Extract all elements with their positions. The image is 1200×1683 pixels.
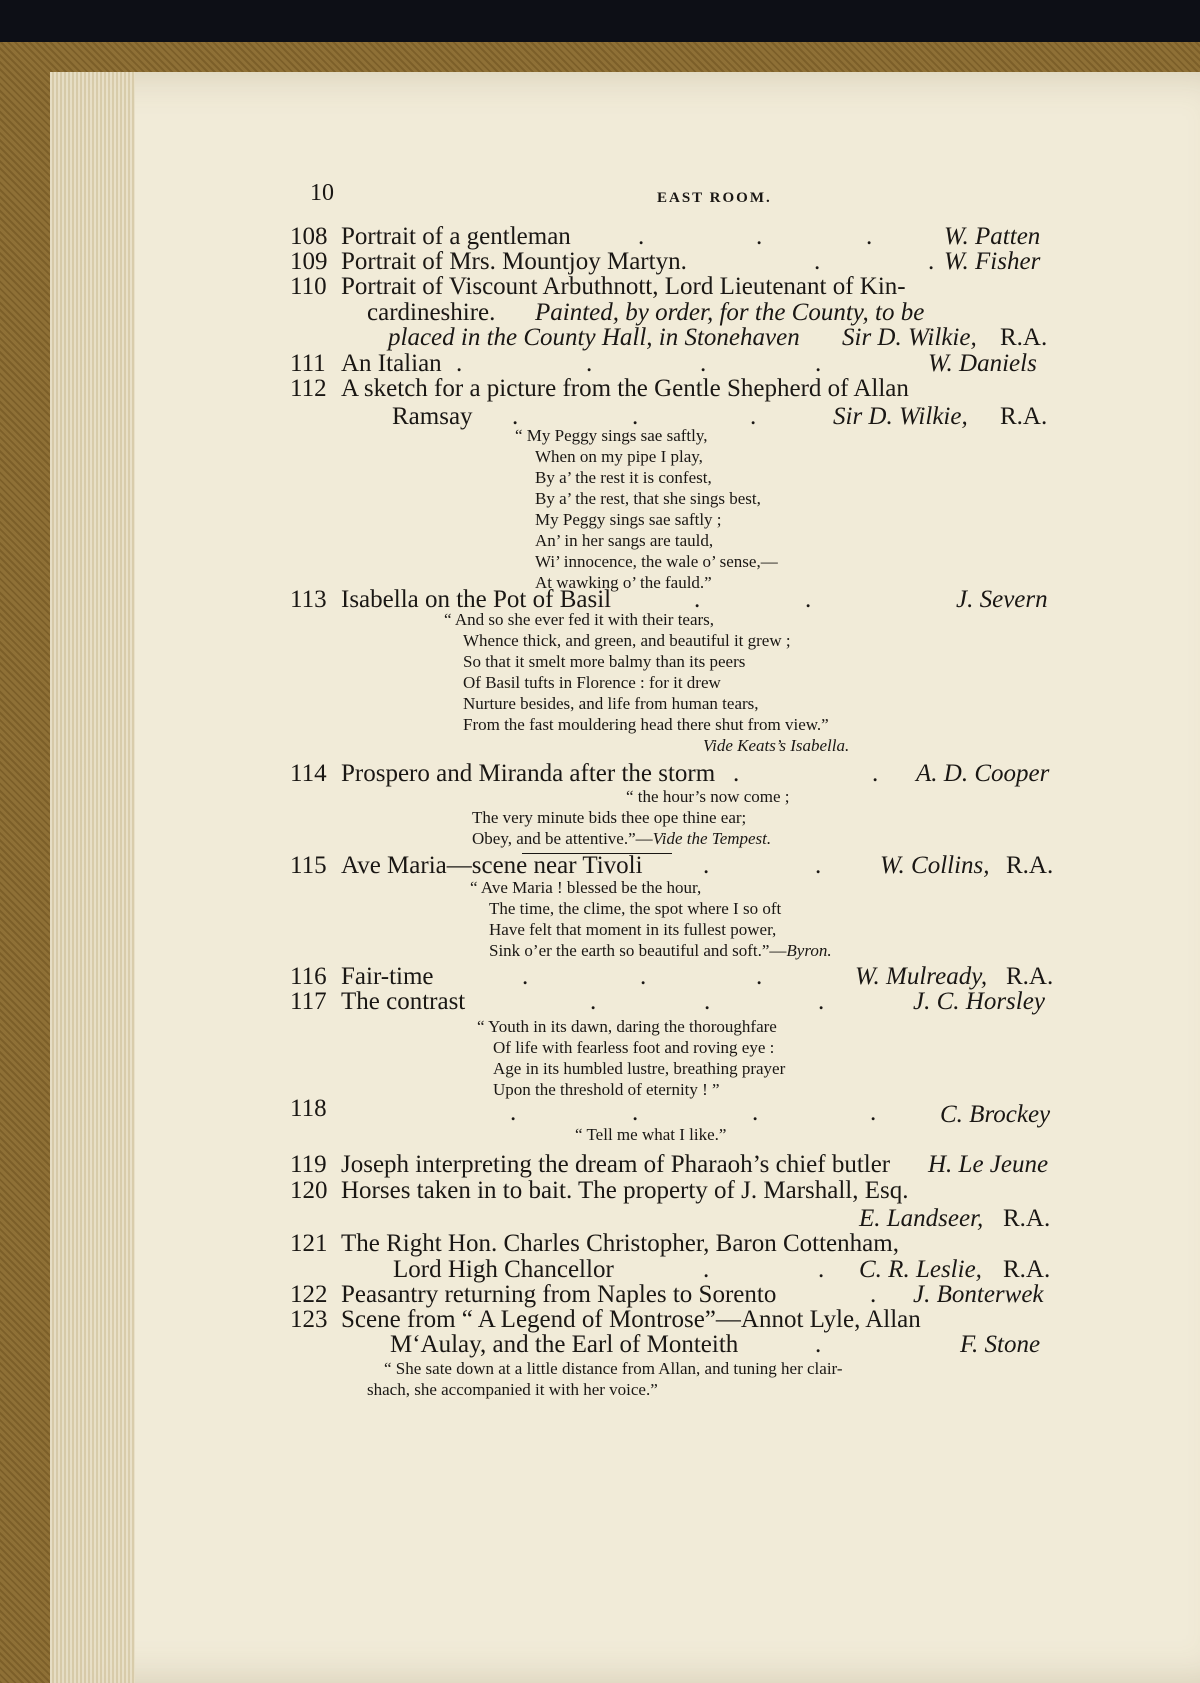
page-number: 10 (310, 180, 334, 206)
entry-artist: W. Collins, (880, 852, 990, 879)
entry-continuation: M‘Aulay, and the Earl of Monteith . F. Stone (390, 1331, 1041, 1358)
catalogue-entry: 116 Fair-time . . . W. Mulready, R.A. (290, 963, 1054, 990)
entry-title: Joseph interpreting the dream of Pharaoh’s chief butler (341, 1151, 891, 1178)
catalogue-entry: 122 Peasantry returning from Naples to Sorento . J. Bonterwek (290, 1281, 1044, 1308)
quote-line: shach, she accompanied it with her voice.” (367, 1380, 658, 1399)
quote-line: “ She sate down at a little distance from Allan, and tuning her clair- (384, 1359, 843, 1378)
entry-continuation: Ramsay . . . Sir D. Wilkie, R.A. (392, 403, 1048, 430)
quote-line: From the fast mouldering head there shut from view.” (463, 715, 829, 734)
entry-number: 119 (290, 1151, 327, 1178)
quote-line: “ Ave Maria ! blessed be the hour, (470, 878, 702, 897)
entry-artist: C. R. Leslie, (859, 1256, 982, 1283)
quote-line: Whence thick, and green, and beautiful it grew ; (463, 631, 791, 650)
entry-artist: H. Le Jeune (928, 1151, 1049, 1178)
entry-title: Portrait of Mrs. Mountjoy Martyn. (341, 248, 687, 275)
quote-line: “ the hour’s now come ; (626, 787, 790, 806)
entry-artist: W. Mulready, (855, 963, 988, 990)
entry-title: Peasantry returning from Naples to Sorento (341, 1281, 777, 1308)
entry-number: 116 (290, 963, 327, 990)
entry-number: 122 (290, 1281, 328, 1308)
entry-artist: J. Bonterwek (913, 1281, 1044, 1308)
entry-artist: W. Patten (944, 223, 1041, 250)
quote-line: By a’ the rest it is confest, (535, 468, 712, 487)
quote-line: Age in its humbled lustre, breathing prayer (493, 1059, 786, 1078)
quote-line: The very minute bids thee ope thine ear; (472, 808, 747, 827)
quote-line: Have felt that moment in its fullest power, (489, 920, 777, 939)
entry-number: 117 (290, 988, 327, 1015)
catalogue-entry: 113 Isabella on the Pot of Basil . . J. Severn (290, 586, 1048, 613)
entry-number: 121 (290, 1230, 328, 1257)
quote-line: By a’ the rest, that she sings best, (535, 489, 761, 508)
entry-title: Portrait of a gentleman (341, 223, 571, 250)
entry-title: Ave Maria—scene near Tivoli (341, 852, 643, 879)
entry-artist: Sir D. Wilkie, (833, 403, 968, 430)
quote-line: So that it smelt more balmy than its peers (463, 652, 746, 671)
catalogue-entry: 118 . . . . C. Brockey (290, 1095, 1051, 1128)
quote-source: Vide Keats’s Isabella. (703, 736, 850, 755)
entry-title: A sketch for a picture from the Gentle Shepherd of Allan (341, 375, 909, 402)
entry-title: Prospero and Miranda after the storm (341, 760, 716, 787)
quote-source: Byron. (786, 941, 832, 960)
entry-number: 111 (290, 350, 326, 377)
entry-title: Horses taken in to bait. The property of J. Marshall, Esq. (341, 1177, 909, 1204)
quote-line: When on my pipe I play, (535, 447, 703, 466)
entry-title: Fair-time (341, 963, 434, 990)
quote-source: Vide the Tempest. (652, 829, 772, 848)
entry-title: An Italian (341, 350, 442, 377)
catalogue-entry (0, 374, 1200, 404)
catalogue-entry: 114 Prospero and Miranda after the storm . . A. D. Cooper (290, 760, 1050, 787)
entry-continuation: placed in the County Hall, in Stonehaven Sir D. Wilkie, R.A. (388, 324, 1048, 351)
entry-number: 123 (290, 1306, 328, 1333)
entry-number: 110 (290, 273, 327, 300)
quote-line: Of Basil tufts in Florence : for it drew (463, 673, 721, 692)
quote-line: Nurture besides, and life from human tears, (463, 694, 759, 713)
entry-title: Portrait of Viscount Arbuthnott, Lord Lieutenant of Kin- (341, 273, 906, 300)
entry-artist: W. Daniels (928, 350, 1037, 377)
quote-line: Upon the threshold of eternity ! ” (493, 1080, 720, 1099)
catalogue-entry: 115 Ave Maria—scene near Tivoli . . W. Collins, R.A. (290, 852, 1054, 879)
quote-line: “ My Peggy sings sae saftly, (515, 426, 708, 445)
entry-title: The Right Hon. Charles Christopher, Baron Cottenham, (341, 1230, 899, 1257)
quote-line: “ Tell me what I like.” (575, 1125, 727, 1144)
entry-artist: J. Severn (956, 586, 1048, 613)
quote-line: “ Youth in its dawn, daring the thoroughfare (477, 1017, 777, 1036)
quote-line: “ And so she ever fed it with their tears, (444, 610, 715, 629)
entry-title: Isabella on the Pot of Basil (341, 586, 612, 613)
quote-line: An’ in her sangs are tauld, (535, 531, 714, 550)
entry-artist: C. Brockey (940, 1101, 1051, 1128)
catalogue-entry: 111 An Italian . . . . W. Daniels (290, 350, 1037, 377)
entry-artist: Sir D. Wilkie, (842, 324, 977, 351)
entry-artist: E. Landseer, (859, 1205, 984, 1232)
catalogue-entry (0, 1176, 1200, 1206)
quote-line: Of life with fearless foot and roving eye : (493, 1038, 775, 1057)
entry-number: 113 (290, 586, 327, 613)
quote-line: At wawking o’ the fauld.” (535, 573, 712, 592)
entry-number: 114 (290, 760, 327, 787)
catalogue-entry: 109 Portrait of Mrs. Mountjoy Martyn. . . W. Fisher (290, 248, 1041, 275)
entry-title: The contrast (341, 988, 466, 1015)
entry-number: 120 (290, 1177, 328, 1204)
quote-line: Wi’ innocence, the wale o’ sense,— (535, 552, 778, 571)
entry-number: 108 (290, 223, 328, 250)
entry-number: 118 (290, 1095, 327, 1122)
entry-continuation: cardineshire. Painted, by order, for the County, to be (367, 299, 925, 326)
running-head: EAST ROOM. (657, 190, 772, 206)
entry-number: 115 (290, 852, 327, 879)
entry-artist: A. D. Cooper (916, 760, 1050, 787)
quote-line: The time, the clime, the spot where I so oft (489, 899, 782, 918)
entry-continuation: E. Landseer, R.A. (859, 1205, 1051, 1232)
quote-line: My Peggy sings sae saftly ; (535, 510, 722, 529)
entry-artist: J. C. Horsley (913, 988, 1045, 1015)
catalogue-entry: 108 Portrait of a gentleman . . . W. Patten (290, 223, 1041, 250)
quote-line: Obey, and be attentive.”—Vide the Tempest. (472, 829, 772, 848)
entry-continuation: Lord High Chancellor . . C. R. Leslie, R.A. (393, 1256, 1051, 1283)
quote-line: Sink o’er the earth so beautiful and soft.”—Byron. (489, 941, 832, 960)
entry-artist: W. Fisher (944, 248, 1041, 275)
entry-number: 109 (290, 248, 328, 275)
catalogue-entry: 117 The contrast . . . J. C. Horsley (290, 988, 1045, 1015)
entry-number: 112 (290, 375, 327, 402)
entry-artist: F. Stone (960, 1331, 1041, 1358)
entry-title: Scene from “ A Legend of Montrose”—Annot Lyle, Allan (341, 1306, 921, 1333)
